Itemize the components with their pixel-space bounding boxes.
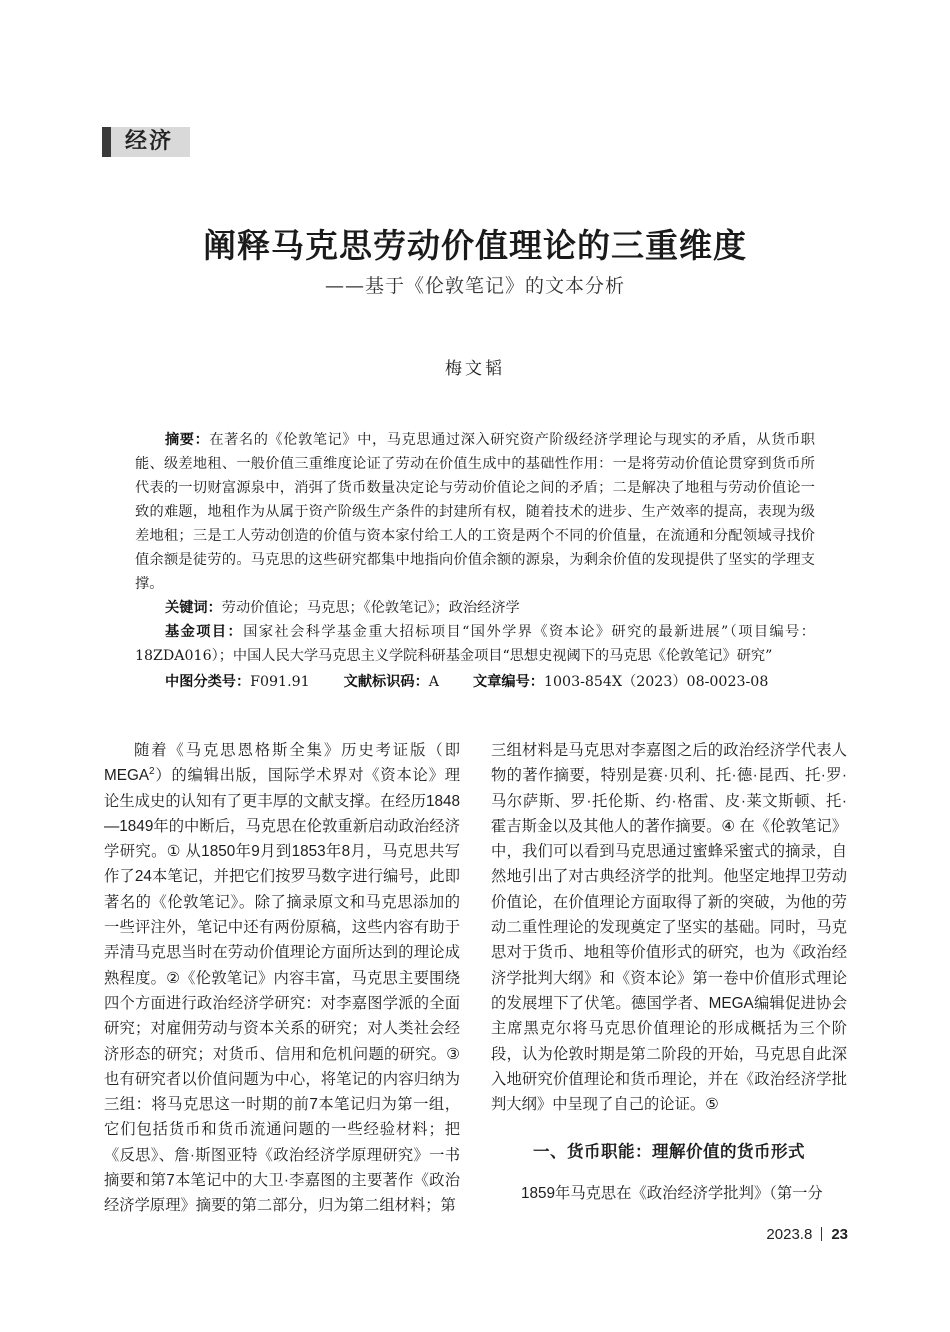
clc-value: F091.91 xyxy=(250,674,310,690)
fund-label: 基金项目： xyxy=(165,624,244,640)
page-footer xyxy=(766,1226,848,1243)
article-subtitle: ——基于《伦敦笔记》的文本分析 xyxy=(324,275,625,297)
abstract xyxy=(135,428,815,596)
article-number-value: 1003-854X（2023）08-0023-08 xyxy=(543,674,769,690)
fund-text: 国家社会科学基金重大招标项目“国外学界《资本论》研究的最新进展”（项目编号：18ZDA016）；中国人民大学马克思主义学院科研基金项目“思想史视阈下的马克思《伦敦笔记》研究” xyxy=(135,624,815,664)
author-name: 梅文韬 xyxy=(445,359,505,379)
article-number-label: 文章编号： xyxy=(473,674,544,690)
keywords-label: 关键词： xyxy=(165,600,222,616)
keywords xyxy=(135,596,815,620)
body-paragraph-continued: 三组材料是马克思对李嘉图之后的政治经济学代表人物的著作摘要，特别是赛·贝利、托·德·昆西、托·罗·马尔萨斯、罗·托伦斯、约·格雷、皮·莱文斯顿、托·霍吉斯金以及其他人的著作摘要。④ 在《伦敦笔记》中，我们可以看到马克思通过蜜蜂采蜜式的摘录，自然地引出了对古典经济学的批判。他坚定地捍卫劳动价值论，在价值理论方面取得了新的突破，为他的劳动二重性理论的发现奠定了坚实的基础。同时，马克思对于货币、地租等价值形式的研究，也为《政治经济学批判大纲》和《资本论》第一卷中价值形式理论的发展埋下了伏笔。德国学者、MEGA编辑促进协会主席黑克尔将马克思价值理论的形成概括为三个阶段，认为伦敦时期是第二阶段的开始，马克思自此深入地研究价值理论和货币理论，并在《政治经济学批判大纲》中呈现了自己的论证。⑤ xyxy=(491,742,847,1114)
clc-label: 中图分类号： xyxy=(165,674,251,690)
section-tag: 经济 xyxy=(102,127,190,157)
body-paragraph-2: 1859年马克思在《政治经济学批判》（第一分 xyxy=(521,1184,823,1202)
section-heading: 一、货币职能：理解价值的货币形式 xyxy=(533,1142,805,1162)
body-column-left xyxy=(104,738,460,1219)
fund xyxy=(135,620,815,668)
mega-superscript: 2 xyxy=(149,766,155,778)
abstract-block xyxy=(135,428,815,694)
issue-number: 2023.8 xyxy=(766,1226,813,1243)
abstract-label: 摘要： xyxy=(165,432,210,448)
doc-code-value: A xyxy=(428,674,440,690)
page-number: 23 xyxy=(831,1226,848,1243)
body-text-a: 随着《马克思恩格斯全集》历史考证版（即MEGA xyxy=(104,742,460,785)
body-paragraph-1 xyxy=(104,738,460,1219)
doc-code-label: 文献标识码： xyxy=(343,674,429,690)
abstract-text: 在著名的《伦敦笔记》中，马克思通过深入研究资产阶级经济学理论与现实的矛盾，从货币职能、级差地租、一般价值三重维度论证了劳动在价值生成中的基础性作用：一是将劳动价值论贯穿到货币所代表的一切财富源泉中，消弭了货币数量决定论与劳动价值论之间的矛盾；二是解决了地租与劳动价值论一致的难题，地租作为从属于资产阶级生产条件的封建所有权，随着技术的进步、生产效率的提高，表现为级差地租；三是工人劳动创造的价值与资本家付给工人的工资是两个不同的价值量，在流通和分配领域寻找价值余额是徒劳的。马克思的这些研究都集中地指向价值余额的源泉，为剩余价值的发现提供了坚实的学理支撑。 xyxy=(135,432,815,592)
article-title: 阐释马克思劳动价值理论的三重维度 xyxy=(203,226,747,265)
footer-divider xyxy=(821,1227,822,1241)
keywords-text: 劳动价值论；马克思；《伦敦笔记》；政治经济学 xyxy=(221,600,520,616)
classification-line xyxy=(135,670,815,694)
body-text-b: ）的编辑出版，国际学术界对《资本论》理论生成史的认知有了更丰厚的文献支撑。在经历1848—1849年的中断后，马克思在伦敦重新启动政治经济学研究。① 从1850年9月到1853年8月，马克思共写作了24本笔记，并把它们按罗马数字进行编号，此即著名的《伦敦笔记》。除了摘录原文和马克思添加的一些评注外，笔记中还有两份原稿，这些内容有助于弄清马克思当时在劳动价值理论方面所达到的理论成熟程度。②《伦敦笔记》内容丰富，马克思主要围绕四个方面进行政治经济学研究：对李嘉图学派的全面研究；对雇佣劳动与资本关系的研究；对人类社会经济形态的研究；对货币、信用和危机问题的研究。③ 也有研究者以价值问题为中心，将笔记的内容归纳为三组：将马克思这一时期的前7本笔记归为第一组，它们包括货币和货币流通问题的一些经验材料；把《反思》、詹·斯图亚特《政治经济学原理研究》一书摘要和第7本笔记中的大卫·李嘉图的主要著作《政治经济学原理》摘要的第二部分，归为第二组材料；第 xyxy=(104,767,460,1215)
body-column-right xyxy=(491,738,847,1206)
